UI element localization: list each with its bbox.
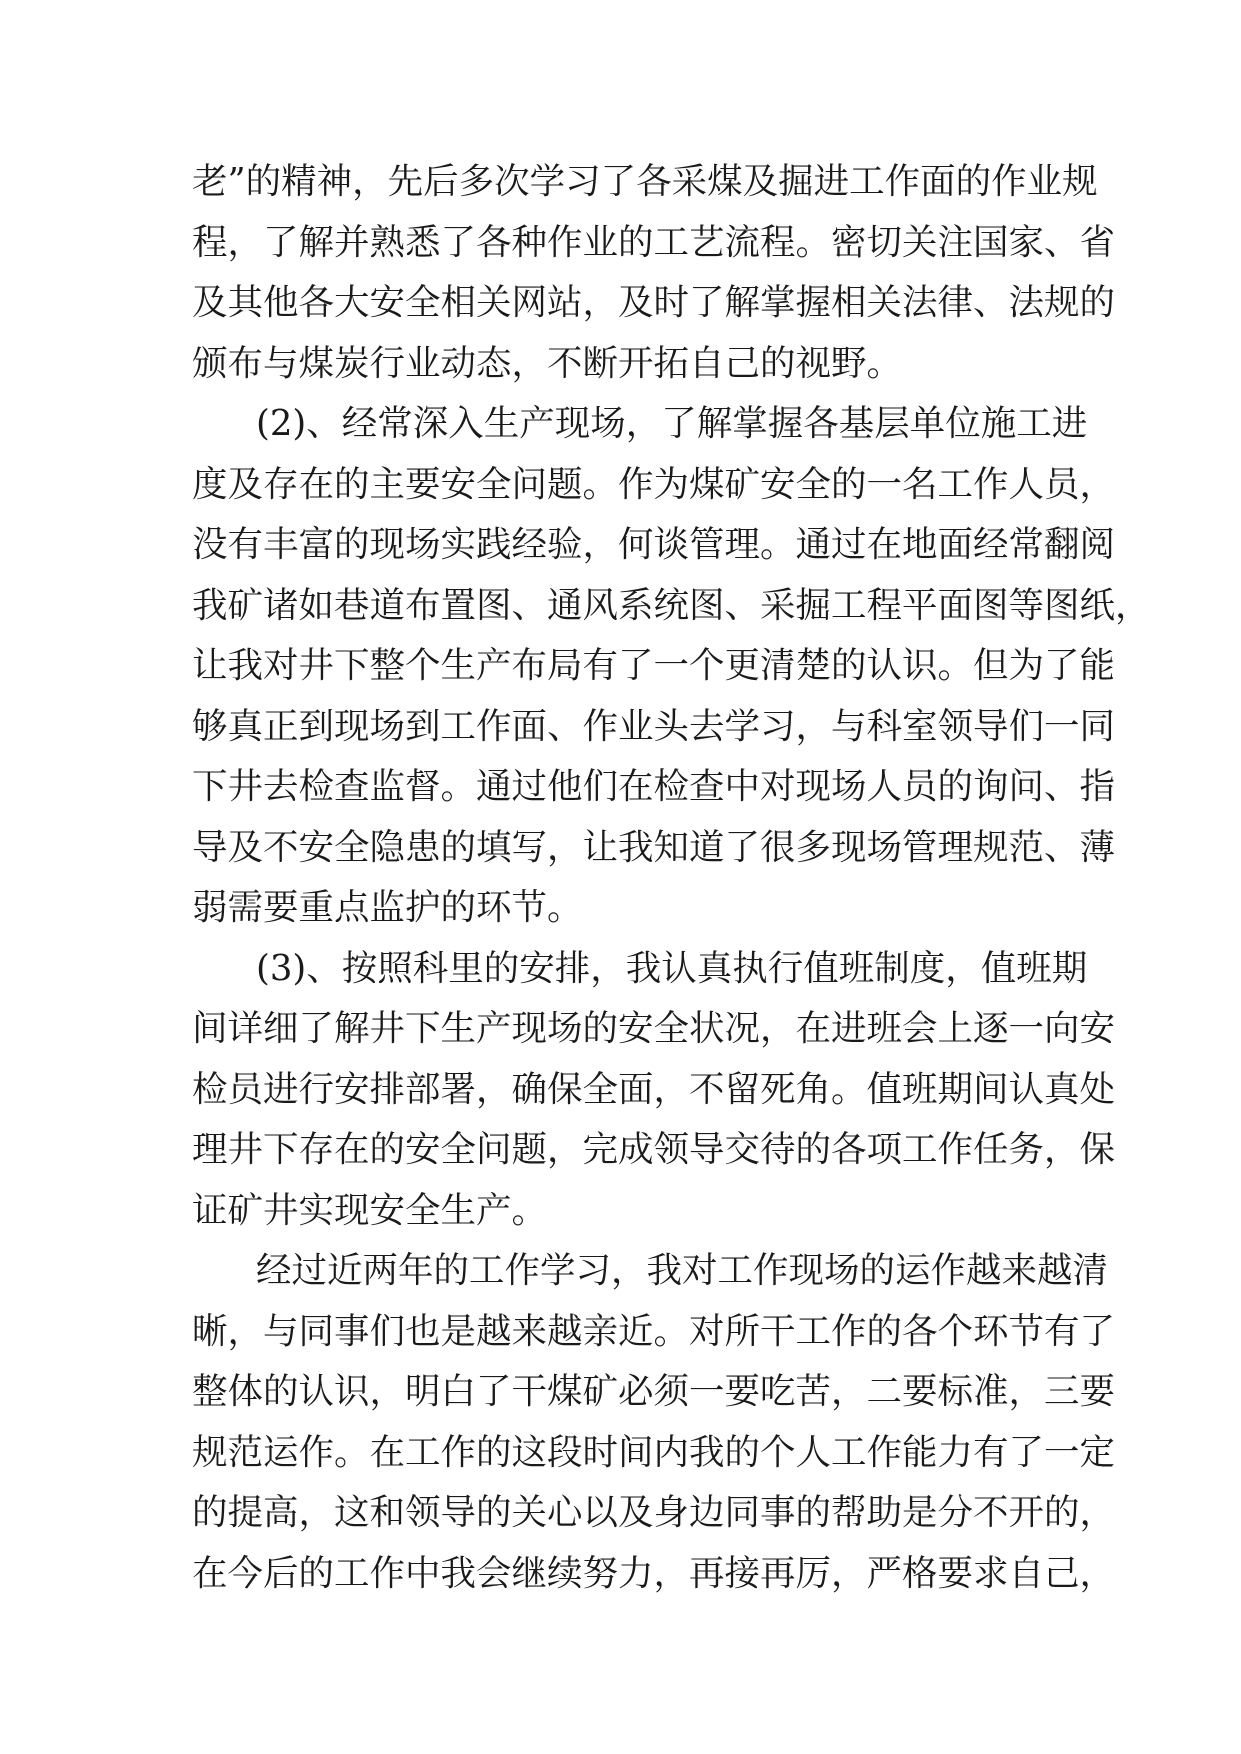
- text-line: 经过近两年的工作学习，我对工作现场的运作越来越清: [256, 1250, 1109, 1291]
- text-line: 够真正到现场到工作面、作业头去学习，与科室领导们一同: [192, 705, 1116, 747]
- text-line: 让我对井下整个生产布局有了一个更清楚的认识。但为了能: [192, 645, 1116, 686]
- text-line: 及其他各大安全相关网站，及时了解掌握相关法律、法规的: [192, 282, 1116, 323]
- text-line: 我矿诸如巷道布置图、通风系统图、采掘工程平面图等图纸，: [192, 584, 1151, 626]
- text-line: 检员进行安排部署，确保全面，不留死角。值班期间认真处: [192, 1068, 1116, 1110]
- text-line: 弱需要重点监护的环节。: [192, 887, 583, 928]
- text-line: (3)、按照科里的安排，我认真执行值班制度，值班期: [256, 947, 1088, 989]
- document-body-text: [192, 152, 1151, 1604]
- text-line: (2)、经常深入生产现场，了解掌握各基层单位施工进: [256, 403, 1088, 444]
- text-line: 间详细了解井下生产现场的安全状况，在进班会上逐一向安: [192, 1008, 1116, 1049]
- text-line: 的提高，这和领导的关心以及身边同事的帮助是分不开的，: [192, 1492, 1116, 1533]
- text-line: 在今后的工作中我会继续努力，再接再厉，严格要求自己，: [192, 1552, 1116, 1594]
- text-line: 下井去检查监督。通过他们在检查中对现场人员的询问、指: [192, 766, 1116, 807]
- text-line: 没有丰富的现场实践经验，何谈管理。通过在地面经常翻阅: [192, 524, 1116, 565]
- text-line: 理井下存在的安全问题，完成领导交待的各项工作任务，保: [192, 1129, 1116, 1170]
- text-line: 证矿井实现安全生产。: [192, 1189, 548, 1231]
- text-line: 整体的认识，明白了干煤矿必须一要吃苦，二要标准，三要: [192, 1371, 1116, 1412]
- text-line: 导及不安全隐患的填写，让我知道了很多现场管理规范、薄: [192, 826, 1116, 868]
- text-line: 老”的精神，先后多次学习了各采煤及掘进工作面的作业规: [192, 161, 1098, 202]
- text-line: 度及存在的主要安全问题。作为煤矿安全的一名工作人员，: [192, 463, 1116, 505]
- text-line: 晰，与同事们也是越来越亲近。对所干工作的各个环节有了: [192, 1310, 1116, 1352]
- text-line: 规范运作。在工作的这段时间内我的个人工作能力有了一定: [192, 1431, 1116, 1473]
- text-line: 程，了解并熟悉了各种作业的工艺流程。密切关注国家、省: [192, 221, 1116, 263]
- text-line: 颁布与煤炭行业动态，不断开拓自己的视野。: [192, 342, 903, 384]
